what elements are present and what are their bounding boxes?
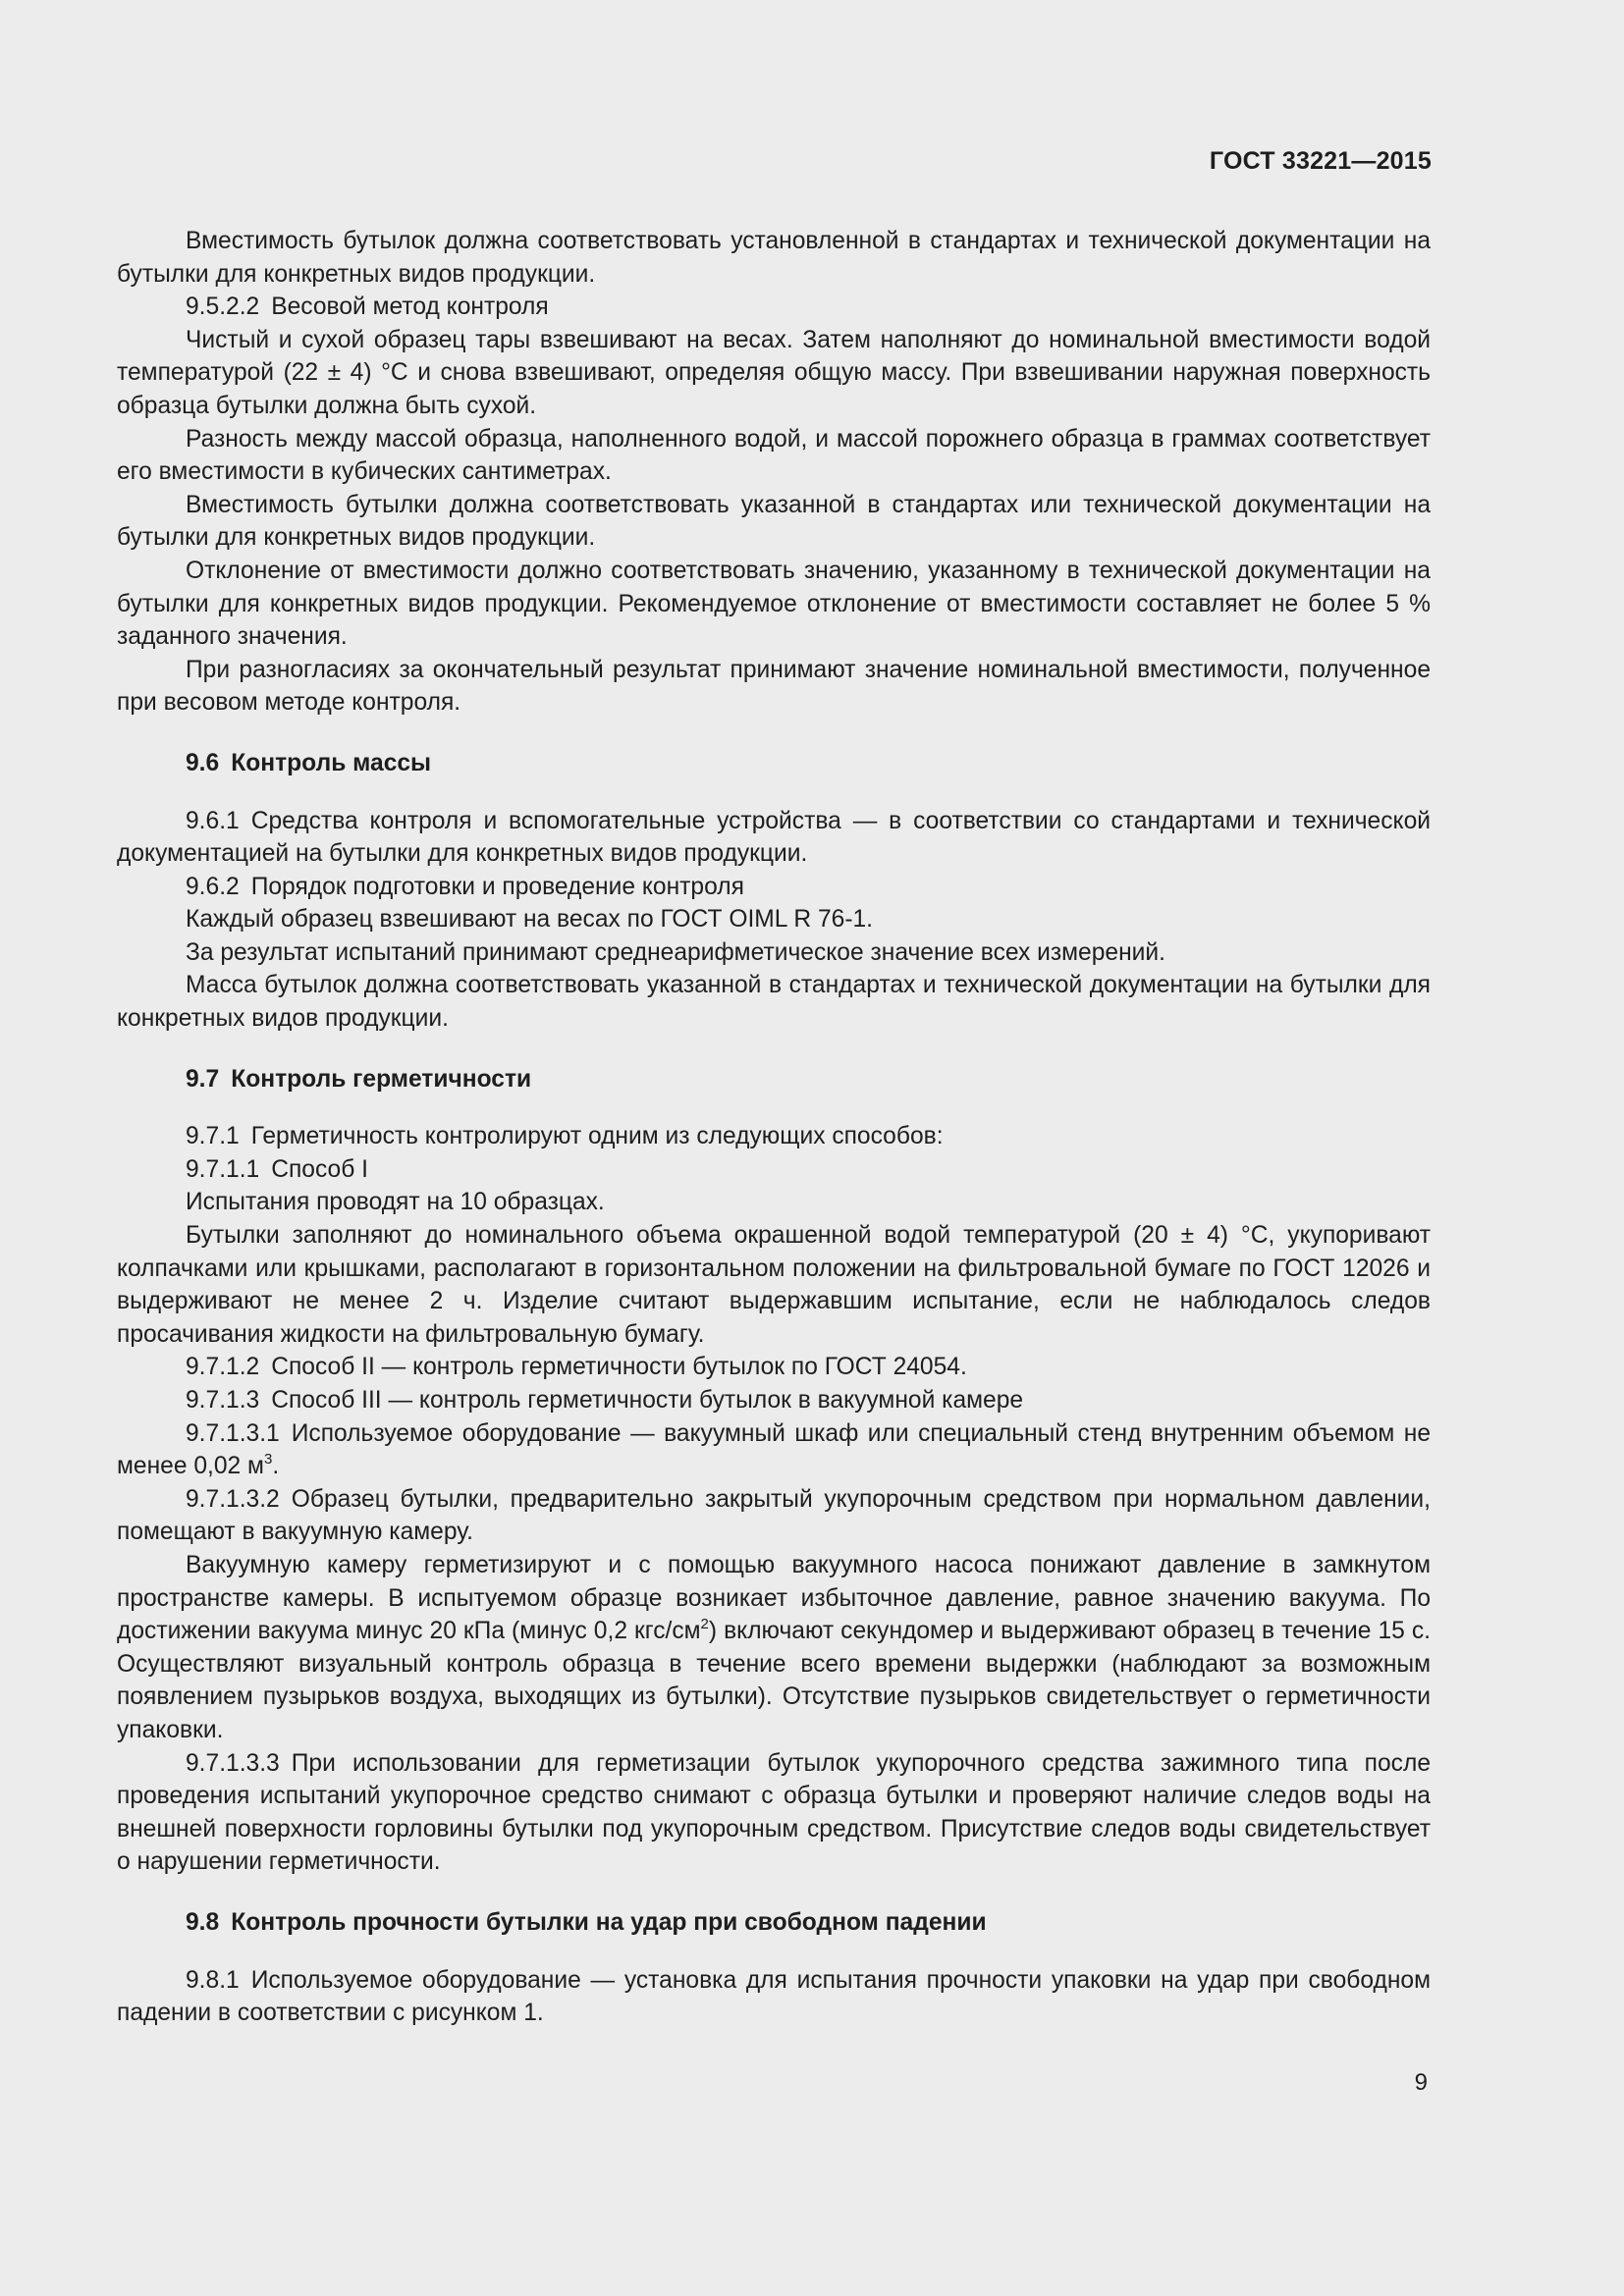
paragraph: Испытания проводят на 10 образцах. <box>186 1189 605 1216</box>
clause-text: Герметичность контролируют одним из следующих способов: <box>250 1123 944 1150</box>
section-heading-9-8 <box>117 1906 1431 1940</box>
clause-number: 9.7.1.3 <box>186 1387 260 1414</box>
clause-text: Средства контроля и вспомогательные устройства — в соответствии со стандартами и технической документацией на бутылки для конкретных видов продукции. <box>117 807 1431 868</box>
paragraph <box>117 1417 1431 1483</box>
clause-number: 9.7.1 <box>186 1123 240 1150</box>
clause-text: Способ II — контроль герметичности бутылок по ГОСТ 24054. <box>271 1354 967 1381</box>
clause-number: 9.6.1 <box>186 807 240 834</box>
clause-number: 9.6.2 <box>186 873 240 900</box>
clause-text: Способ III — контроль герметичности бутылок в вакуумной камере <box>271 1387 1024 1414</box>
clause-text-tail: . <box>272 1453 280 1480</box>
section-title: Контроль герметичности <box>231 1065 532 1093</box>
clause-text: Способ I <box>271 1155 368 1183</box>
paragraph <box>117 1747 1431 1879</box>
section-number: 9.6 <box>186 749 220 776</box>
section-number: 9.8 <box>186 1908 220 1936</box>
paragraph-text: Вакуумную камеру герметизируют и с помощью вакуумного насоса понижают давление в замкнутом пространстве камеры. В испытуемом образце возникает избыточное давление, равное значению вакуума. По достижении вакуума минус 20 кПа (минус 0,2 кгс/см <box>117 1551 1431 1645</box>
clause-text: При использовании для герметизации бутылок укупорочного средства зажимного типа после проведения испытаний укупорочное средство снимают с образца бутылки и проверяют наличие следов воды на внешней поверхности горловины бутылки под укупорочным средством. Присутствие следов воды свидетельствует о нарушении герметичности. <box>117 1749 1431 1876</box>
paragraph <box>117 1120 1431 1153</box>
paragraph: Каждый образец взвешивают на весах по ГОСТ OIML R 76-1. <box>186 906 874 934</box>
standard-code-header: ГОСТ 33221—2015 <box>1209 147 1432 175</box>
paragraph <box>117 1549 1431 1747</box>
section-number: 9.7 <box>186 1065 220 1093</box>
paragraph: Чистый и сухой образец тары взвешивают на весах. Затем наполняют до номинальной вместимости водой температурой (22 ± 4) °С и снова взвешивают, определяя общую массу. При взвешивании наружная поверхность образца бутылки должна быть сухой. <box>117 326 1431 419</box>
paragraph <box>117 291 1431 324</box>
paragraph <box>117 1351 1431 1384</box>
paragraph <box>117 871 1431 904</box>
paragraph <box>117 1153 1431 1187</box>
paragraph <box>117 1964 1431 2030</box>
section-title: Контроль прочности бутылки на удар при свободном падении <box>231 1908 987 1936</box>
paragraph: За результат испытаний принимают среднеарифметическое значение всех измерений. <box>186 938 1165 966</box>
paragraph-text-continued: ) включают секундомер и выдерживают образец в течение 15 с. Осуществляют визуальный контроль образца в течение всего времени выдержки (наблюдают за возможным появлением пузырьков воздуха, выходящих из бутылки). Отсутствие пузырьков свидетельствует о герметичности упаковки. <box>117 1618 1431 1743</box>
section-heading-9-6 <box>117 747 1431 780</box>
paragraph: Вместимость бутылок должна соответствовать установленной в стандартах и технической документации на бутылки для конкретных видов продукции. <box>117 228 1431 288</box>
paragraph: Бутылки заполняют до номинального объема окрашенной водой температурой (20 ± 4) °С, укупоривают колпачками или крышками, располагают в горизонтальном положении на фильтровальной бумаге по ГОСТ 12026 и выдерживают не менее 2 ч. Изделие считают выдержавшим испытание, если не наблюдалось следов просачивания жидкости на фильтровальную бумагу. <box>117 1222 1431 1348</box>
paragraph <box>117 1384 1431 1417</box>
clause-number: 9.7.1.3.1 <box>186 1419 280 1447</box>
section-title: Контроль массы <box>231 749 432 776</box>
superscript: 3 <box>263 1451 273 1468</box>
paragraph <box>117 1483 1431 1549</box>
clause-text: Весовой метод контроля <box>271 294 549 321</box>
clause-number: 9.5.2.2 <box>186 294 260 321</box>
clause-number: 9.7.1.3.2 <box>186 1485 280 1513</box>
clause-number: 9.7.1.1 <box>186 1155 260 1183</box>
clause-number: 9.7.1.3.3 <box>186 1749 280 1777</box>
paragraph: При разногласиях за окончательный результат принимают значение номинальной вместимости, полученное при весовом методе контроля. <box>117 656 1431 717</box>
clause-number: 9.7.1.2 <box>186 1354 260 1381</box>
document-body <box>117 225 1431 2030</box>
section-heading-9-7 <box>117 1063 1431 1096</box>
paragraph: Отклонение от вместимости должно соответствовать значению, указанному в технической документации на бутылки для конкретных видов продукции. Рекомендуемое отклонение от вместимости составляет не более 5 % заданного значения. <box>117 557 1431 651</box>
superscript: 2 <box>700 1616 709 1633</box>
paragraph: Вместимость бутылки должна соответствовать указанной в стандартах или технической документации на бутылки для конкретных видов продукции. <box>117 491 1431 552</box>
clause-text: Используемое оборудование — вакуумный шкаф или специальный стенд внутренним объемом не менее 0,02 м <box>117 1419 1431 1480</box>
clause-number: 9.8.1 <box>186 1966 240 1994</box>
paragraph <box>117 805 1431 871</box>
paragraph: Разность между массой образца, наполненного водой, и массой порожнего образца в граммах соответствует его вместимости в кубических сантиметрах. <box>117 425 1431 486</box>
clause-text: Порядок подготовки и проведение контроля <box>250 873 744 900</box>
page-number: 9 <box>1414 2069 1428 2096</box>
paragraph: Масса бутылок должна соответствовать указанной в стандартах и технической документации на бутылки для конкретных видов продукции. <box>117 972 1431 1033</box>
clause-text: Образец бутылки, предварительно закрытый укупорочным средством при нормальном давлении, помещают в вакуумную камеру. <box>117 1485 1431 1546</box>
clause-text: Используемое оборудование — установка для испытания прочности упаковки на удар при свободном падении в соответствии с рисунком 1. <box>117 1966 1431 2027</box>
